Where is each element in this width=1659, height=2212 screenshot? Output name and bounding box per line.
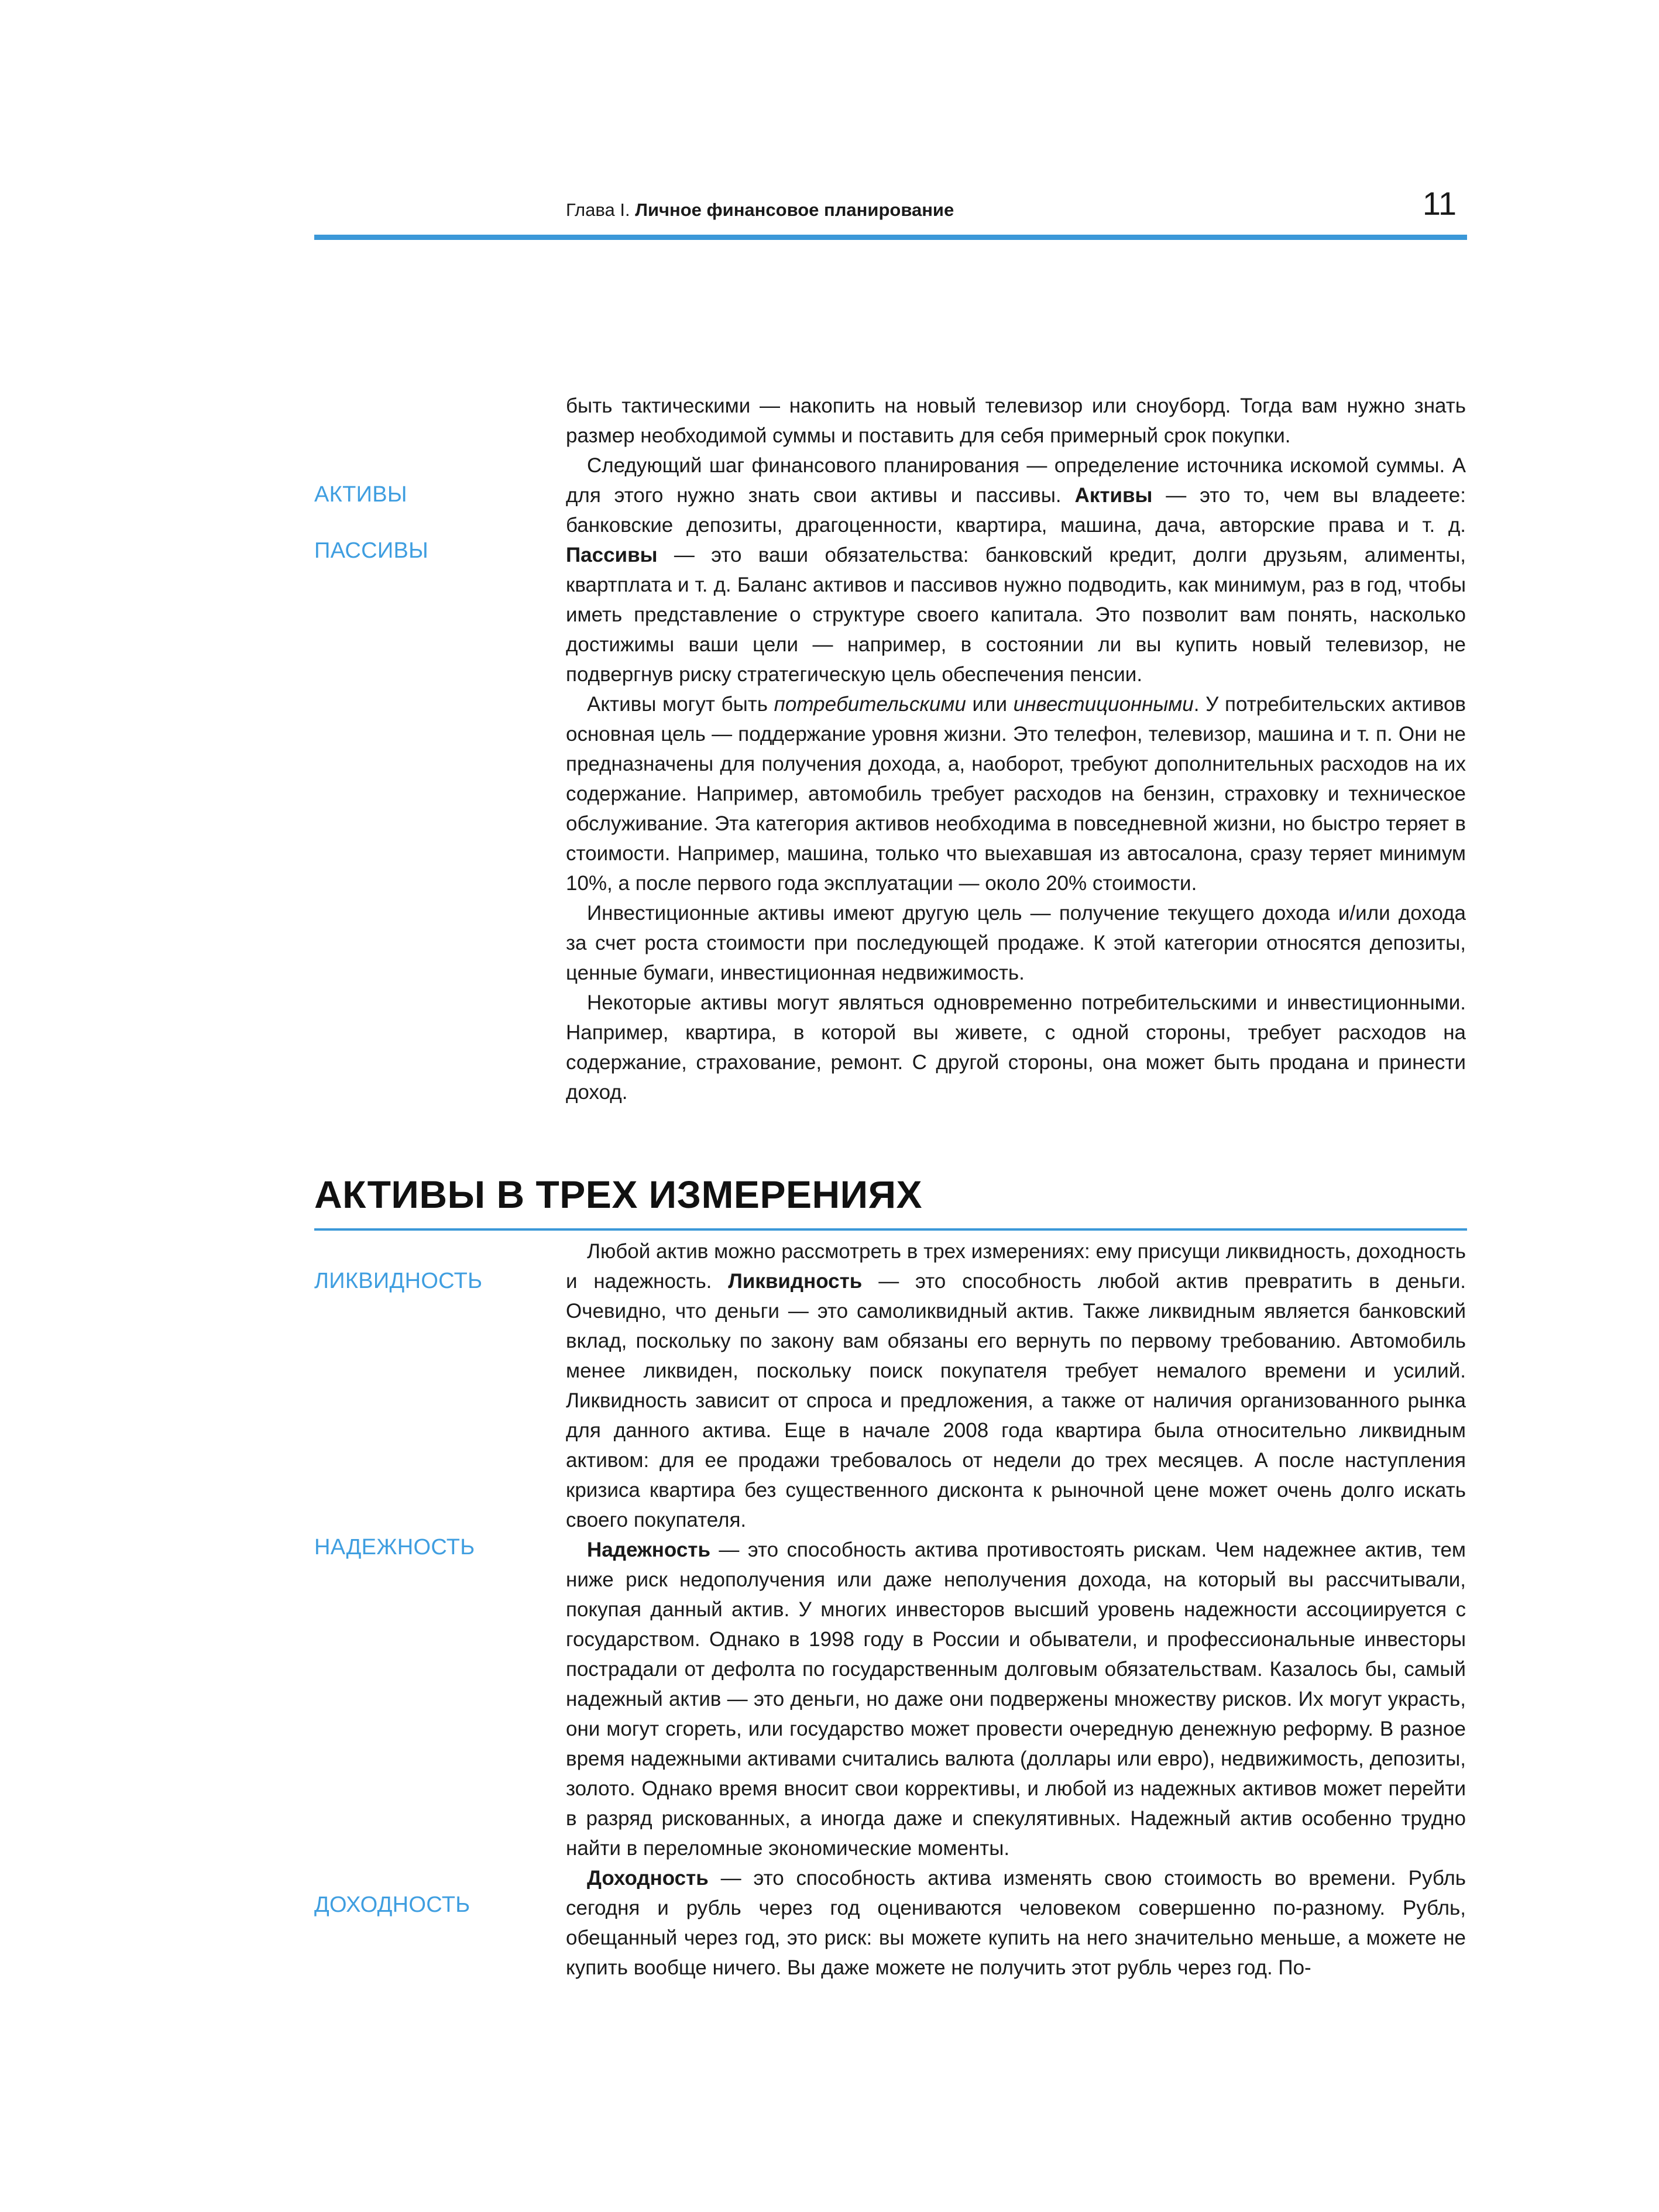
chapter-name: Личное финансовое планирование: [635, 200, 954, 220]
term-profitability: Доходность: [587, 1867, 709, 1890]
paragraph-liquidity: Любой актив можно рассмотреть в трех измерениях: ему присущи ликвидность, доходность и надежность. Ликвидность — это способность любой актив превратить в деньги. Очевидно, что деньги — это самоликвидный актив. Также ликвидным является банковский вклад, поскольку по закону вам обязаны его вернуть по первому требованию. Автомобиль менее ликвиден, поскольку поиск покупателя требует немалого времени и усилий. Ликвидность зависит от спроса и предложения, а также от наличия организованного рынка для данного актива. Еще в начале 2008 года квартира была относительно ликвидным активом: для ее продажи требовалось от недели до трех месяцев. А после наступления кризиса квартира без существенного дисконта к рыночной цене может очень долго искать своего покупателя.: [566, 1240, 1466, 1531]
paragraph: Инвестиционные активы имеют другую цель — получение текущего дохода и/или дохода за счет роста стоимости при последующей продаже. К этой категории относятся депозиты, ценные бумаги, инвестиционная недвижимость.: [566, 902, 1466, 984]
term-assets: Активы: [1074, 484, 1153, 507]
term-consumer: потребительскими: [774, 693, 966, 716]
term-investment: инвестиционными: [1013, 693, 1194, 716]
chapter-prefix: Глава I.: [566, 200, 630, 220]
margin-note-reliability: НАДЕЖНОСТЬ: [314, 1535, 475, 1560]
section1-body: [566, 391, 1466, 1107]
running-header: [314, 186, 1467, 240]
paragraph-reliability: Надежность — это способность актива противостоять рискам. Чем надежнее актив, тем ниже риск недополучения или даже неполучения дохода, на который вы рассчитывали, покупая данный актив. У многих инвесторов высший уровень надежности ассоциируется с государством. Однако в 1998 году в России и обыватели, и профессиональные инвесторы пострадали от дефолта по государственным долговым обязательствам. Казалось бы, самый надежный актив — это деньги, но даже они подвержены множеству рисков. Их могут украсть, они могут сгореть, или государство может провести очередную денежную реформу. В разное время надежными активами считались валюта (доллары или евро), недвижимость, депозиты, золото. Однако время вносит свои коррективы, и любой из надежных активов может перейти в разряд рискованных, а иногда даже и спекулятивных. Надежный актив особенно трудно найти в переломные экономические моменты.: [566, 1538, 1466, 1860]
section2-body: [566, 1236, 1466, 1983]
paragraph: быть тактическими — накопить на новый телевизор или сноуборд. Тогда вам нужно знать размер необходимой суммы и поставить для себя примерный срок покупки.: [566, 394, 1466, 447]
paragraph-asset-types: Активы могут быть потребительскими или инвестиционными. У потребительских активов основная цель — поддержание уровня жизни. Это телефон, телевизор, машина и т. п. Они не предназначены для получения дохода, а, наоборот, требуют дополнительных расходов на их содержание. Например, автомобиль требует расходов на бензин, страховку и техническое обслуживание. Эта категория активов необходима в повседневной жизни, но быстро теряет в стоимости. Например, машина, только что выехавшая из автосалона, сразу теряет минимум 10%, а после первого года эксплуатации — около 20% стоимости.: [566, 693, 1466, 895]
margin-note-liabilities: ПАССИВЫ: [314, 538, 429, 563]
header-rule: [314, 235, 1467, 240]
margin-note-profitability: ДОХОДНОСТЬ: [314, 1892, 470, 1917]
chapter-title: [566, 201, 954, 219]
paragraph-profitability: Доходность — это способность актива изменять свою стоимость во времени. Рубль сегодня и рубль через год оцениваются человеком совершенно по-разному. Рубль, обещанный через год, это риск: вы можете купить на него значительно меньше, а можете не купить вообще ничего. Вы даже можете не получить этот рубль через год. По-: [566, 1867, 1466, 1979]
margin-note-liquidity: ЛИКВИДНОСТЬ: [314, 1269, 483, 1293]
margin-note-assets: АКТИВЫ: [314, 482, 407, 507]
term-liquidity: Ликвидность: [728, 1270, 863, 1293]
paragraph-assets-liabilities: Следующий шаг финансового планирования — определение источника искомой суммы. А для этого нужно знать свои активы и пассивы. Активы — это то, чем вы владеете: банковские депозиты, драгоценности, квартира, машина, дача, авторские права и т. д. Пассивы — это ваши обязательства: банковский кредит, долги друзьям, алименты, квартплата и т. д. Баланс активов и пассивов нужно подводить, как минимум, раз в год, чтобы иметь представление о структуре своего капитала. Это позволит вам понять, насколько достижимы ваши цели — например, в состоянии ли вы купить новый телевизор, не подвергнув риску стратегическую цель обеспечения пенсии.: [566, 454, 1466, 686]
paragraph: Некоторые активы могут являться одновременно потребительскими и инвестиционными. Например, квартира, в которой вы живете, с одной стороны, требует расходов на содержание, страхование, ремонт. С другой стороны, она может быть продана и принести доход.: [566, 991, 1466, 1104]
section-heading: АКТИВЫ В ТРЕХ ИЗМЕРЕНИЯХ: [314, 1173, 923, 1216]
term-reliability: Надежность: [587, 1538, 710, 1561]
section-rule: [314, 1228, 1467, 1231]
term-liabilities: Пассивы: [566, 544, 658, 566]
page-number: 11: [1422, 185, 1457, 222]
